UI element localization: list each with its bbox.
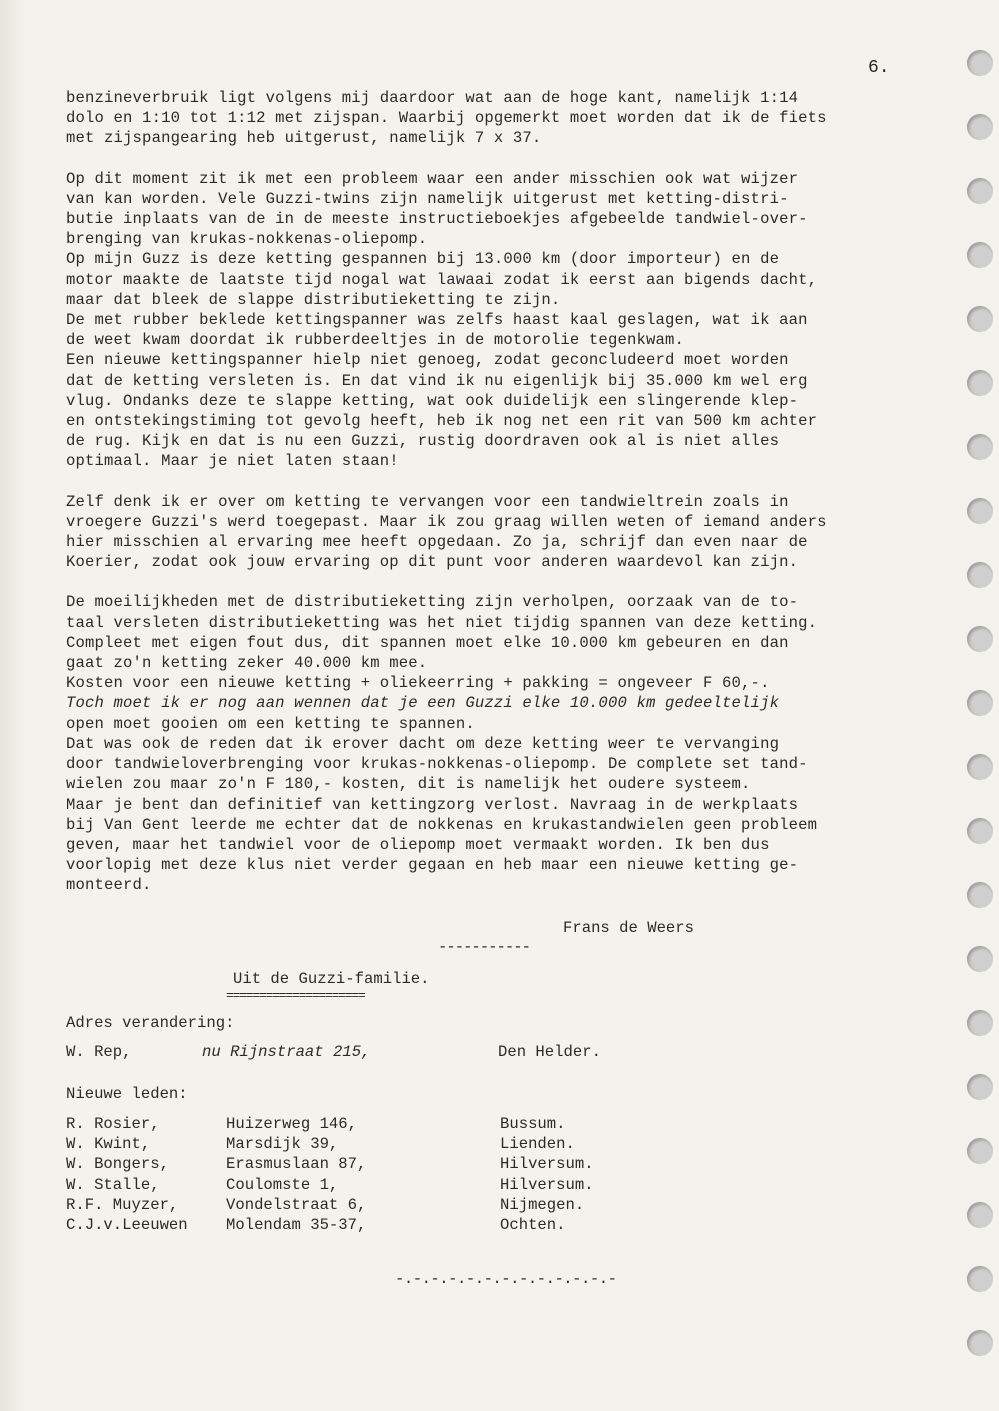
text-line: dolo en 1:10 tot 1:12 met zijspan. Waarbij opgemerkt moet worden dat ik de fiets <box>66 109 827 128</box>
paragraph <box>66 169 916 472</box>
text-line: motor maakte de laatste tijd nogal wat lawaai zodat ik eerst aan bigends dacht, <box>66 270 818 289</box>
member-street: Huizerweg 146, <box>226 1115 358 1133</box>
binder-hole-icon <box>967 114 993 140</box>
member-name: W. Bongers, <box>66 1155 169 1174</box>
member-name: R.F. Muyzer, <box>66 1195 179 1214</box>
member-city: Hilversum. <box>500 1155 594 1174</box>
text-line: door tandwieloverbrenging voor krukas-nokkenas-oliepomp. De complete set tand- <box>66 755 808 774</box>
text-line: Toch moet ik er nog aan wennen dat je een Guzzi elke 10.000 km gedeeltelijk <box>66 694 780 713</box>
text-line: Dat was ook de reden dat ik erover dacht om deze ketting weer te vervanging <box>66 734 780 753</box>
binder-hole-icon <box>967 882 993 908</box>
member-city: Hilversum. <box>500 1175 594 1194</box>
text-line: vlug. Ondanks deze te slappe ketting, wat ook duidelijk een slingerende klep- <box>66 391 799 410</box>
member-city: Lienden. <box>500 1135 575 1154</box>
member-name: C.J.v.Leeuwen <box>66 1215 188 1234</box>
text-line: taal versleten distributieketting was het niet tijdig spannen van deze ketting. <box>66 613 818 632</box>
binder-hole-icon <box>967 818 993 844</box>
article-body <box>66 88 916 916</box>
member-street: Marsdijk 39, <box>226 1135 339 1154</box>
text-line: monteerd. <box>66 876 152 895</box>
member-street: Coulomste 1, <box>226 1175 339 1194</box>
binder-hole-icon <box>967 946 993 972</box>
text-line: Een nieuwe kettingspanner hielp niet genoeg, zodat geconcludeerd moet worden <box>66 351 789 370</box>
text-line: Op mijn Guzz is deze ketting gespannen bij 13.000 km (door importeur) en de <box>66 250 780 269</box>
binder-hole-icon <box>967 690 993 716</box>
text-line: wielen zou maar zo'n F 180,- kosten, dit is namelijk het oudere systeem. <box>66 775 751 794</box>
member-name: W. Kwint, <box>66 1135 151 1154</box>
title-underline: ===================== <box>226 988 365 1003</box>
address-change-label: Adres verandering: <box>66 1014 235 1032</box>
page-number: 6. <box>868 58 890 78</box>
text-line: Koerier, zodat ook jouw ervaring op dit punt voor anderen waardevol kan zijn. <box>66 553 799 572</box>
binder-hole-icon <box>967 370 993 396</box>
text-line: Zelf denk ik er over om ketting te vervangen voor een tandwieltrein zoals in <box>66 492 789 511</box>
address-change-name: W. Rep, <box>66 1043 132 1061</box>
paragraph <box>66 88 916 149</box>
text-line: met zijspangearing heb uitgerust, namelijk 7 x 37. <box>66 129 542 148</box>
text-line: gaat zo'n ketting zeker 40.000 km mee. <box>66 654 428 673</box>
binder-hole-icon <box>967 1074 993 1100</box>
text-line: De met rubber beklede kettingspanner was zelfs haast kaal geslagen, wat ik aan <box>66 311 808 330</box>
text-line: geven, maar het tandwiel voor de oliepomp moet vermaakt worden. Ik ben dus <box>66 835 770 854</box>
text-line: brenging van krukas-nokkenas-oliepomp. <box>66 230 428 249</box>
text-line: vroegere Guzzi's werd toegepast. Maar ik zou graag willen weten of iemand anders <box>66 512 827 531</box>
text-line: butie inplaats van de in de meeste instructieboekjes afgebeelde tandwiel-over- <box>66 210 808 229</box>
binder-hole-icon <box>967 1010 993 1036</box>
member-name: W. Stalle, <box>66 1175 160 1194</box>
member-street: Erasmuslaan 87, <box>226 1155 367 1174</box>
binder-hole-icon <box>967 242 993 268</box>
text-line: van kan worden. Vele Guzzi-twins zijn namelijk uitgerust met ketting-distri- <box>66 189 789 208</box>
binder-hole-icon <box>967 1202 993 1228</box>
member-city: Bussum. <box>500 1115 566 1133</box>
text-line: voorlopig met deze klus niet verder gegaan en heb maar een nieuwe ketting ge- <box>66 856 799 875</box>
text-line: Op dit moment zit ik met een probleem waar een ander misschien ook wat wijzer <box>66 169 799 188</box>
text-line: de rug. Kijk en dat is nu een Guzzi, rustig doordraven ook al is niet alles <box>66 432 780 451</box>
text-line: hier misschien al ervaring mee heeft opgedaan. Zo ja, schrijf dan even naar de <box>66 533 808 552</box>
end-separator: -.-.-.-.-.-.-.-.-.-.-.-.- <box>395 1270 617 1288</box>
binder-hole-icon <box>967 50 993 76</box>
member-city: Ochten. <box>500 1215 566 1234</box>
member-city: Nijmegen. <box>500 1195 585 1214</box>
section-separator: ----------- <box>438 938 530 956</box>
text-line: De moeilijkheden met de distributieketting zijn verholpen, oorzaak van de to- <box>66 593 799 612</box>
binder-hole-icon <box>967 1266 993 1292</box>
text-line: Kosten voor een nieuwe ketting + oliekeerring + pakking = ongeveer F 60,-. <box>66 674 770 693</box>
page-edge-shadow <box>0 0 26 1411</box>
binder-hole-icon <box>967 434 993 460</box>
text-line: open moet gooien om een ketting te spannen. <box>66 714 475 733</box>
author-signature: Frans de Weers <box>563 919 695 937</box>
text-line: Maar je bent dan definitief van kettingzorg verlost. Navraag in de werkplaats <box>66 795 799 814</box>
binder-hole-icon <box>967 562 993 588</box>
new-members-label: Nieuwe leden: <box>66 1085 188 1103</box>
binder-hole-icon <box>967 754 993 780</box>
text-line: Compleet met eigen fout dus, dit spannen moet elke 10.000 km gebeuren en dan <box>66 633 789 652</box>
binder-holes <box>967 50 995 1394</box>
text-line: maar dat bleek de slappe distributieketting te zijn. <box>66 290 561 309</box>
address-change-street: nu Rijnstraat 215, <box>202 1043 371 1061</box>
binder-hole-icon <box>967 626 993 652</box>
address-change-city: Den Helder. <box>498 1043 601 1061</box>
text-line: optimaal. Maar je niet laten staan! <box>66 452 399 471</box>
text-line: dat de ketting versleten is. En dat vind ik nu eigenlijk bij 35.000 km wel erg <box>66 371 808 390</box>
text-line: en ontstekingstiming tot gevolg heeft, heb ik nog net een rit van 500 km achter <box>66 412 818 431</box>
binder-hole-icon <box>967 1138 993 1164</box>
paragraph <box>66 492 916 573</box>
member-name: R. Rosier, <box>66 1115 160 1133</box>
paragraph <box>66 592 916 895</box>
binder-hole-icon <box>967 178 993 204</box>
binder-hole-icon <box>967 306 993 332</box>
text-line: de weet kwam doordat ik rubberdeeltjes in de motorolie tegenkwam. <box>66 331 685 350</box>
text-line: benzineverbruik ligt volgens mij daardoor wat aan de hoge kant, namelijk 1:14 <box>66 89 799 107</box>
text-line: bij Van Gent leerde me echter dat de nokkenas en krukastandwielen geen probleem <box>66 815 818 834</box>
member-street: Molendam 35-37, <box>226 1215 367 1234</box>
binder-hole-icon <box>967 1330 993 1356</box>
binder-hole-icon <box>967 498 993 524</box>
section-title: Uit de Guzzi-familie. <box>233 970 430 988</box>
member-street: Vondelstraat 6, <box>226 1195 367 1214</box>
